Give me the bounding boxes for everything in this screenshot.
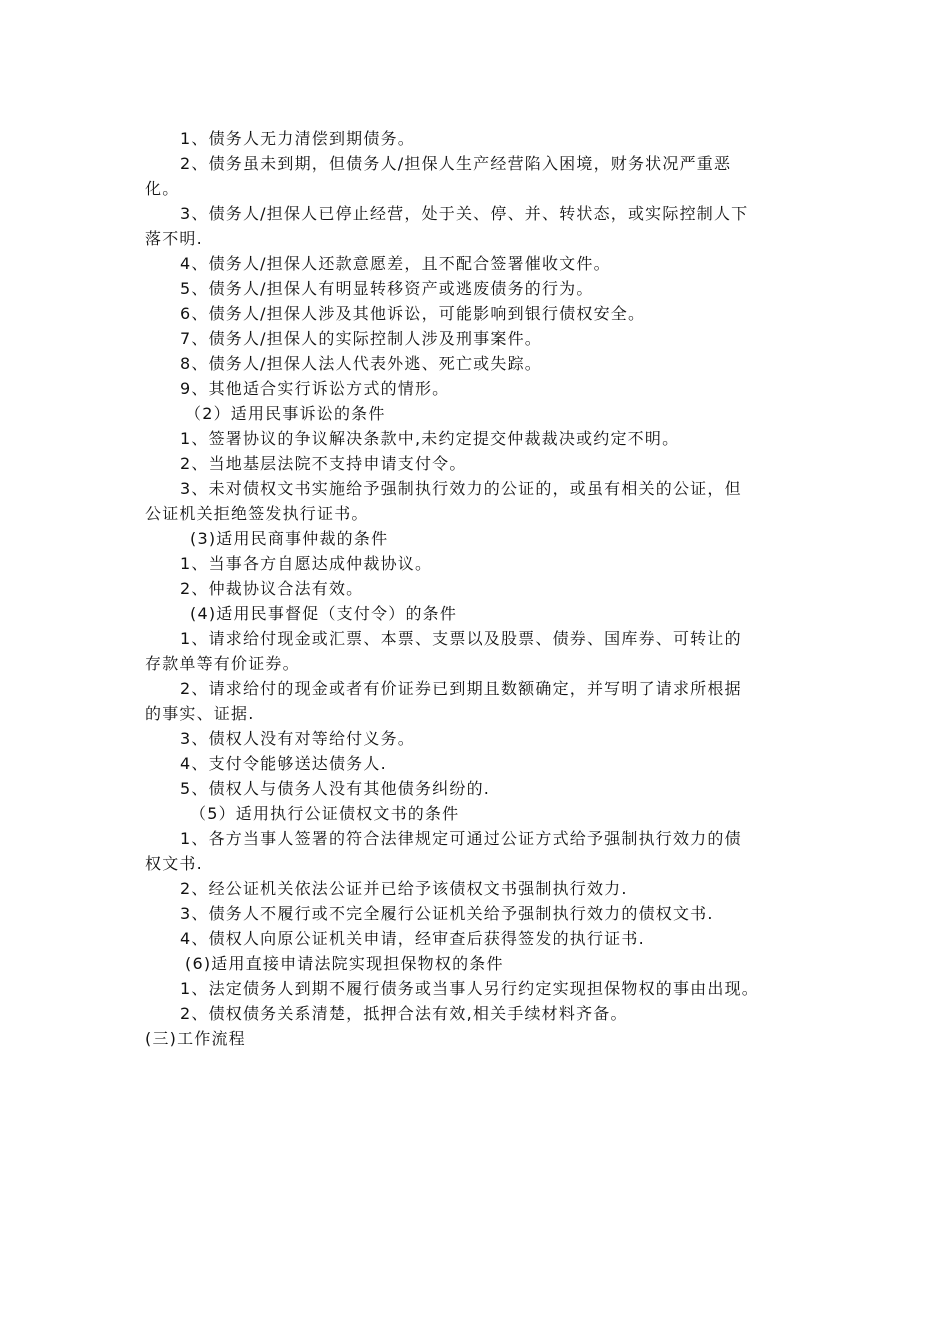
list-item: 5、债务人/担保人有明显转移资产或逃废债务的行为。	[180, 279, 594, 298]
chapter-heading: (三)工作流程	[145, 1029, 246, 1048]
list-item: 2、债权债务关系清楚，抵押合法有效,相关手续材料齐备。	[180, 1004, 628, 1023]
list-item: 6、债务人/担保人涉及其他诉讼，可能影响到银行债权安全。	[180, 304, 646, 323]
section-heading: (4)适用民事督促（支付令）的条件	[190, 604, 458, 623]
list-item: 2、当地基层法院不支持申请支付令。	[180, 454, 467, 473]
list-item-continuation: 公证机关拒绝签发执行证书。	[145, 504, 369, 523]
list-item: 1、签署协议的争议解决条款中,未约定提交仲裁裁决或约定不明。	[180, 429, 680, 448]
list-item: 1、债务人无力清偿到期债务。	[180, 129, 415, 148]
section-heading: (6)适用直接申请法院实现担保物权的条件	[185, 954, 504, 973]
list-item: 4、债权人向原公证机关申请，经审查后获得签发的执行证书.	[180, 929, 645, 948]
list-item: 4、债务人/担保人还款意愿差，且不配合签署催收文件。	[180, 254, 611, 273]
list-item: 1、法定债务人到期不履行债务或当事人另行约定实现担保物权的事由出现。	[180, 979, 759, 998]
list-item: 2、请求给付的现金或者有价证券已到期且数额确定，并写明了请求所根据	[180, 679, 742, 698]
list-item-continuation: 落不明.	[145, 229, 203, 248]
list-item: 1、各方当事人签署的符合法律规定可通过公证方式给予强制执行效力的债	[180, 829, 742, 848]
list-item: 1、当事各方自愿达成仲裁协议。	[180, 554, 433, 573]
section-heading: （2）适用民事诉讼的条件	[185, 404, 386, 423]
list-item-continuation: 的事实、证据.	[145, 704, 255, 723]
list-item: 1、请求给付现金或汇票、本票、支票以及股票、债券、国库券、可转让的	[180, 629, 742, 648]
list-item: 8、债务人/担保人法人代表外逃、死亡或失踪。	[180, 354, 542, 373]
list-item: 3、债权人没有对等给付义务。	[180, 729, 415, 748]
list-item: 2、债务虽未到期，但债务人/担保人生产经营陷入困境，财务状况严重恶	[180, 154, 732, 173]
list-item: 2、仲裁协议合法有效。	[180, 579, 364, 598]
document-body	[145, 126, 813, 1051]
list-item: 9、其他适合实行诉讼方式的情形。	[180, 379, 450, 398]
list-item: 5、债权人与债务人没有其他债务纠纷的.	[180, 779, 491, 798]
list-item: 3、债务人/担保人已停止经营，处于关、停、并、转状态，或实际控制人下	[180, 204, 749, 223]
list-item-continuation: 化。	[145, 179, 180, 198]
section-heading: （5）适用执行公证债权文书的条件	[190, 804, 460, 823]
list-item: 7、债务人/担保人的实际控制人涉及刑事案件。	[180, 329, 542, 348]
list-item-continuation: 权文书.	[145, 854, 203, 873]
list-item: 2、经公证机关依法公证并已给予该债权文书强制执行效力.	[180, 879, 628, 898]
list-item-continuation: 存款单等有价证券。	[145, 654, 300, 673]
list-item: 3、债务人不履行或不完全履行公证机关给予强制执行效力的债权文书.	[180, 904, 714, 923]
section-heading: (3)适用民商事仲裁的条件	[190, 529, 389, 548]
list-item: 3、未对债权文书实施给予强制执行效力的公证的，或虽有相关的公证，但	[180, 479, 742, 498]
list-item: 4、支付令能够送达债务人.	[180, 754, 387, 773]
